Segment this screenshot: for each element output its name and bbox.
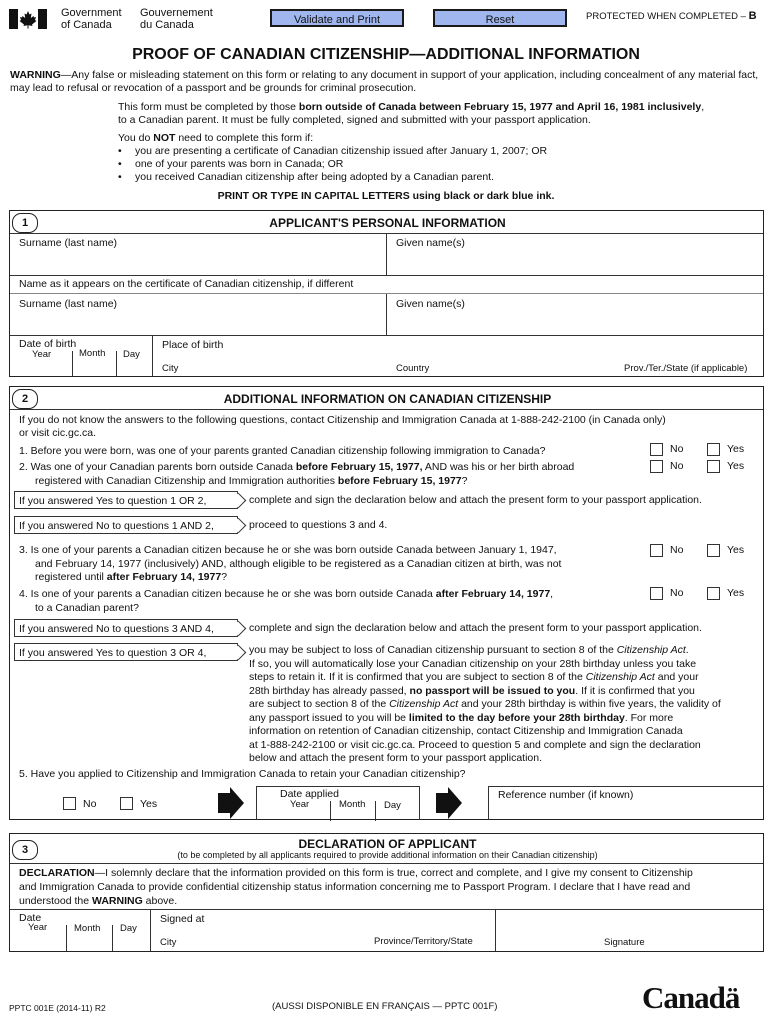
q1-yes-label: Yes: [727, 443, 745, 455]
decl-month-label: Month: [74, 923, 101, 934]
intro-not-c: need to complete this form if:: [175, 132, 314, 144]
signature-label: Signature: [604, 937, 645, 948]
q3-no-label: No: [670, 544, 684, 556]
gov-fr-line1: Gouvernement: [140, 7, 213, 19]
c4-line-2: If so, you will automatically lose your Canadian citizenship on your 28th birthday unless you take: [249, 657, 697, 670]
q3-yes-checkbox[interactable]: [707, 544, 720, 557]
q2-text-c: AND was his or her birth abroad: [422, 461, 575, 473]
place-of-birth-field[interactable]: [153, 335, 763, 376]
decl-day-label: Day: [120, 923, 137, 934]
surname-field[interactable]: [10, 233, 387, 275]
intro-line-1: If you do not know the answers to the following questions, contact Citizenship and Immigration Canada at 1-888-242-2100 (in Canada only): [19, 414, 666, 426]
q4-text: 4. Is one of your parents a Canadian citizen because he or she was born outside Canada: [19, 588, 436, 600]
dob-day-label: Day: [123, 349, 140, 360]
gov-en-line1: Government: [61, 7, 122, 19]
intro-text-2: to a Canadian parent. It must be fully completed, signed and submitted with your passport application.: [118, 114, 591, 126]
q3-date: after February 14, 1977: [106, 571, 222, 583]
intro-not-a: You do: [118, 132, 154, 144]
q3-mark: ?: [221, 571, 228, 583]
intro-paragraph: [118, 101, 758, 184]
q3-yes-label: Yes: [727, 544, 745, 556]
question-5: 5. Have you applied to Citizenship and Immigration Canada to retain your Canadian citizenship?: [19, 768, 466, 780]
intro-not: NOT: [153, 132, 176, 144]
section-subtitle: (to be completed by all applicants required to provide additional information on their Canadian citizenship): [177, 850, 598, 860]
bullet-text: one of your parents was born in Canada; OR: [135, 158, 344, 170]
condition-no-1-and-2: If you answered No to questions 1 AND 2,: [14, 516, 238, 534]
date-applied-day: Day: [384, 800, 401, 811]
french-availability: (AUSSI DISPONIBLE EN FRANÇAIS — PPTC 001F): [272, 1001, 498, 1012]
condition-1-text: complete and sign the declaration below and attach the present form to your passport application.: [249, 494, 702, 506]
warning-label: WARNING: [10, 69, 61, 81]
declaration-line-1: —I solemnly declare that the information provided on this form is true, correct and complete, and I give my consent to Citizenship: [94, 867, 693, 879]
c4-text-4: 28th birthday has already passed,: [249, 684, 410, 697]
q2-yes-checkbox[interactable]: [707, 460, 720, 473]
given-name-label: Given name(s): [396, 237, 465, 249]
gov-fr-signature: [140, 7, 213, 31]
canada-wordmark: Canadä: [642, 980, 740, 1015]
q1-no-checkbox[interactable]: [650, 443, 663, 456]
q2-yes-label: Yes: [727, 460, 745, 472]
declaration-label: DECLARATION: [19, 867, 95, 879]
section-2-intro: [19, 414, 666, 440]
declaration-above: above.: [142, 895, 178, 907]
q2-mark: ?: [461, 475, 468, 487]
signed-at-field[interactable]: [151, 909, 496, 951]
c4-text-3: steps to retain it. If it is confirmed that you are subject to section 8 of the: [249, 671, 586, 683]
arrow-right-icon: [218, 787, 244, 822]
q4-date: after February 14, 1977: [435, 588, 551, 600]
q4-comma: ,: [550, 588, 554, 600]
c4-text-6: any passport issued to you will be: [249, 711, 409, 724]
pob-country-label: Country: [396, 363, 430, 374]
q4-no-label: No: [670, 587, 684, 599]
q2-no-checkbox[interactable]: [650, 460, 663, 473]
date-applied-label: Date applied: [280, 788, 339, 800]
cert-given-field[interactable]: [387, 294, 763, 335]
condition-no-3-and-4: If you answered No to questions 3 AND 4,: [14, 619, 238, 637]
q1-yes-checkbox[interactable]: [707, 443, 720, 456]
bullet-text: you received Canadian citizenship after being adopted by a Canadian parent.: [135, 171, 494, 183]
date-applied-year: Year: [290, 799, 310, 810]
protected-text: PROTECTED WHEN COMPLETED –: [586, 11, 746, 22]
q3-line-2: and February 14, 1977 (inclusively) AND, although eligible to be registered as a Canadian citizen at birth, was not: [35, 557, 562, 570]
c4-text-4c: . If it is confirmed that you: [575, 684, 695, 697]
reference-number-field[interactable]: [488, 786, 763, 820]
intro-comma: ,: [701, 101, 705, 113]
decl-date-label: Date: [19, 912, 42, 924]
q2-date-2: before February 15, 1977: [337, 475, 462, 487]
c4-text-5: are subject to section 8 of the: [249, 698, 390, 710]
section-number: 3: [12, 840, 38, 860]
q3-no-checkbox[interactable]: [650, 544, 663, 557]
dob-month-label: Month: [79, 348, 106, 359]
date-of-birth-field[interactable]: [10, 335, 153, 376]
q3-line-1: 3. Is one of your parents a Canadian citizen because he or she was born outside Canada between January 1, 1947,: [19, 544, 557, 556]
section-title: DECLARATION OF APPLICANT: [298, 837, 477, 851]
q4-no-checkbox[interactable]: [650, 587, 663, 600]
c4-text: you may be subject to loss of Canadian citizenship pursuant to section 8 of the: [249, 644, 617, 656]
date-applied-month: Month: [339, 799, 366, 810]
c4-act-5: Citizenship Act: [389, 698, 459, 710]
arrow-right-icon: [436, 787, 462, 822]
c4-no-passport: no passport will be issued to you: [409, 684, 576, 697]
pob-label: Place of birth: [162, 339, 224, 351]
form-id: PPTC 001E (2014-11) R2: [9, 1003, 106, 1013]
question-1: 1. Before you were born, was one of your parents granted Canadian citizenship following immigration to Canada?: [19, 445, 546, 457]
q4-yes-label: Yes: [727, 587, 745, 599]
q5-no-label: No: [83, 798, 97, 810]
declaration-date-field[interactable]: [10, 909, 151, 951]
validate-print-button[interactable]: Validate and Print: [270, 9, 404, 27]
c4-limited: limited to the day before your 28th birthday: [408, 711, 625, 724]
condition-4-text: [249, 644, 721, 766]
cert-surname-label: Surname (last name): [19, 298, 118, 310]
condition-2-text: proceed to questions 3 and 4.: [249, 519, 388, 531]
question-3: [19, 544, 561, 585]
section-1: [9, 210, 764, 377]
condition-yes-1-or-2: If you answered Yes to question 1 OR 2,: [14, 491, 238, 509]
bullet-text: you are presenting a certificate of Canadian citizenship issued after January 1, 2007; OR: [135, 145, 548, 157]
signed-at-label: Signed at: [160, 913, 205, 925]
intro-text: This form must be completed by those: [118, 101, 299, 113]
question-2: [19, 460, 574, 488]
c4-line-7: information on retention of Canadian citizenship, contact Citizenship and Immigration Canada: [249, 725, 683, 737]
q4-yes-checkbox[interactable]: [707, 587, 720, 600]
c4-act-3: Citizenship Act: [585, 671, 655, 683]
warning-text: —Any false or misleading statement on this form or relating to any document in support of your application, including concealment of any material fact, may lead to refusal or revocation of a passport and be grounds for criminal prosecution.: [10, 69, 759, 94]
section-number: 2: [12, 389, 38, 409]
signed-city-label: City: [160, 937, 177, 948]
c4-dot: .: [685, 644, 689, 656]
gov-fr-line2: du Canada: [140, 19, 194, 31]
reset-button[interactable]: Reset: [433, 9, 567, 27]
c4-text-3c: and your: [654, 671, 699, 683]
print-note: PRINT OR TYPE IN CAPITAL LETTERS using black or dark blue ink.: [217, 190, 555, 202]
q2-text-d: registered with Canadian Citizenship and Immigration authorities: [35, 475, 338, 487]
bullet-item: • you are presenting a certificate of Canadian citizenship issued after January 1, 2007; OR: [118, 145, 548, 157]
c4-text-6c: . For more: [624, 711, 674, 724]
section-3: [9, 833, 764, 952]
dob-year-label: Year: [32, 349, 52, 360]
signed-prov-label: Province/Territory/State: [374, 936, 473, 947]
c4-act: Citizenship Act: [616, 644, 686, 656]
reference-number-label: Reference number (if known): [498, 789, 634, 801]
given-name-field[interactable]: [387, 233, 763, 275]
declaration-line-3: understood the: [19, 895, 92, 907]
declaration-text: [19, 866, 759, 908]
protected-label: [586, 10, 757, 22]
condition-3-text: complete and sign the declaration below and attach the present form to your passport application.: [249, 622, 702, 634]
section-title: APPLICANT'S PERSONAL INFORMATION: [269, 216, 506, 230]
surname-label: Surname (last name): [19, 237, 118, 249]
dob-label: Date of birth: [19, 338, 77, 350]
q2-no-label: No: [670, 460, 684, 472]
question-4: [19, 588, 553, 615]
signature-field[interactable]: [496, 909, 763, 951]
q2-date: before February 15, 1977,: [295, 461, 423, 473]
warning-paragraph: [10, 69, 760, 95]
q5-no-checkbox[interactable]: [63, 797, 76, 810]
decl-year-label: Year: [28, 922, 48, 933]
page-title: PROOF OF CANADIAN CITIZENSHIP—ADDITIONAL INFORMATION: [132, 46, 640, 63]
cert-given-label: Given name(s): [396, 298, 465, 310]
q2-text: 2. Was one of your Canadian parents born outside Canada: [19, 461, 296, 473]
cert-name-heading: Name as it appears on the certificate of Canadian citizenship, if different: [19, 278, 354, 290]
q3-text: registered until: [35, 571, 107, 583]
q4-line-2: to a Canadian parent?: [35, 601, 139, 614]
pob-prov-label: Prov./Ter./State (if applicable): [624, 363, 748, 374]
q5-yes-checkbox[interactable]: [120, 797, 133, 810]
section-number: 1: [12, 213, 38, 233]
gov-en-line2: of Canada: [61, 19, 112, 31]
c4-text-5c: and your 28th birthday is within five years, the validity of: [458, 698, 721, 710]
section-2: [9, 386, 764, 820]
condition-yes-3-or-4: If you answered Yes to question 3 OR 4,: [14, 643, 238, 661]
bullet-item: • one of your parents was born in Canada; OR: [118, 158, 344, 170]
section-title: ADDITIONAL INFORMATION ON CANADIAN CITIZENSHIP: [223, 392, 552, 406]
intro-line-2: or visit cic.gc.ca.: [19, 427, 97, 439]
intro-dates: born outside of Canada between February 15, 1977 and April 16, 1981 inclusively: [298, 101, 702, 113]
declaration-warning: WARNING: [91, 895, 143, 907]
cert-surname-field[interactable]: [10, 294, 387, 335]
c4-line-9: below and attach the present form to your passport application.: [249, 752, 543, 764]
q1-no-label: No: [670, 443, 684, 455]
c4-line-8: at 1-888-242-2100 or visit cic.gc.ca. Proceed to question 5 and complete and sign the declaration: [249, 738, 701, 751]
protected-level: B: [748, 10, 757, 22]
gov-en-signature: [61, 7, 122, 31]
canada-flag-logo: [9, 9, 47, 29]
bullet-item: • you received Canadian citizenship after being adopted by a Canadian parent.: [118, 171, 494, 183]
date-applied-field[interactable]: [256, 786, 420, 820]
q5-yes-label: Yes: [140, 798, 158, 810]
pob-city-label: City: [162, 363, 179, 374]
declaration-line-2: and Immigration Canada to provide confidential citizenship status information concerning me to Passport Program. I declare that I have read and: [19, 881, 691, 893]
